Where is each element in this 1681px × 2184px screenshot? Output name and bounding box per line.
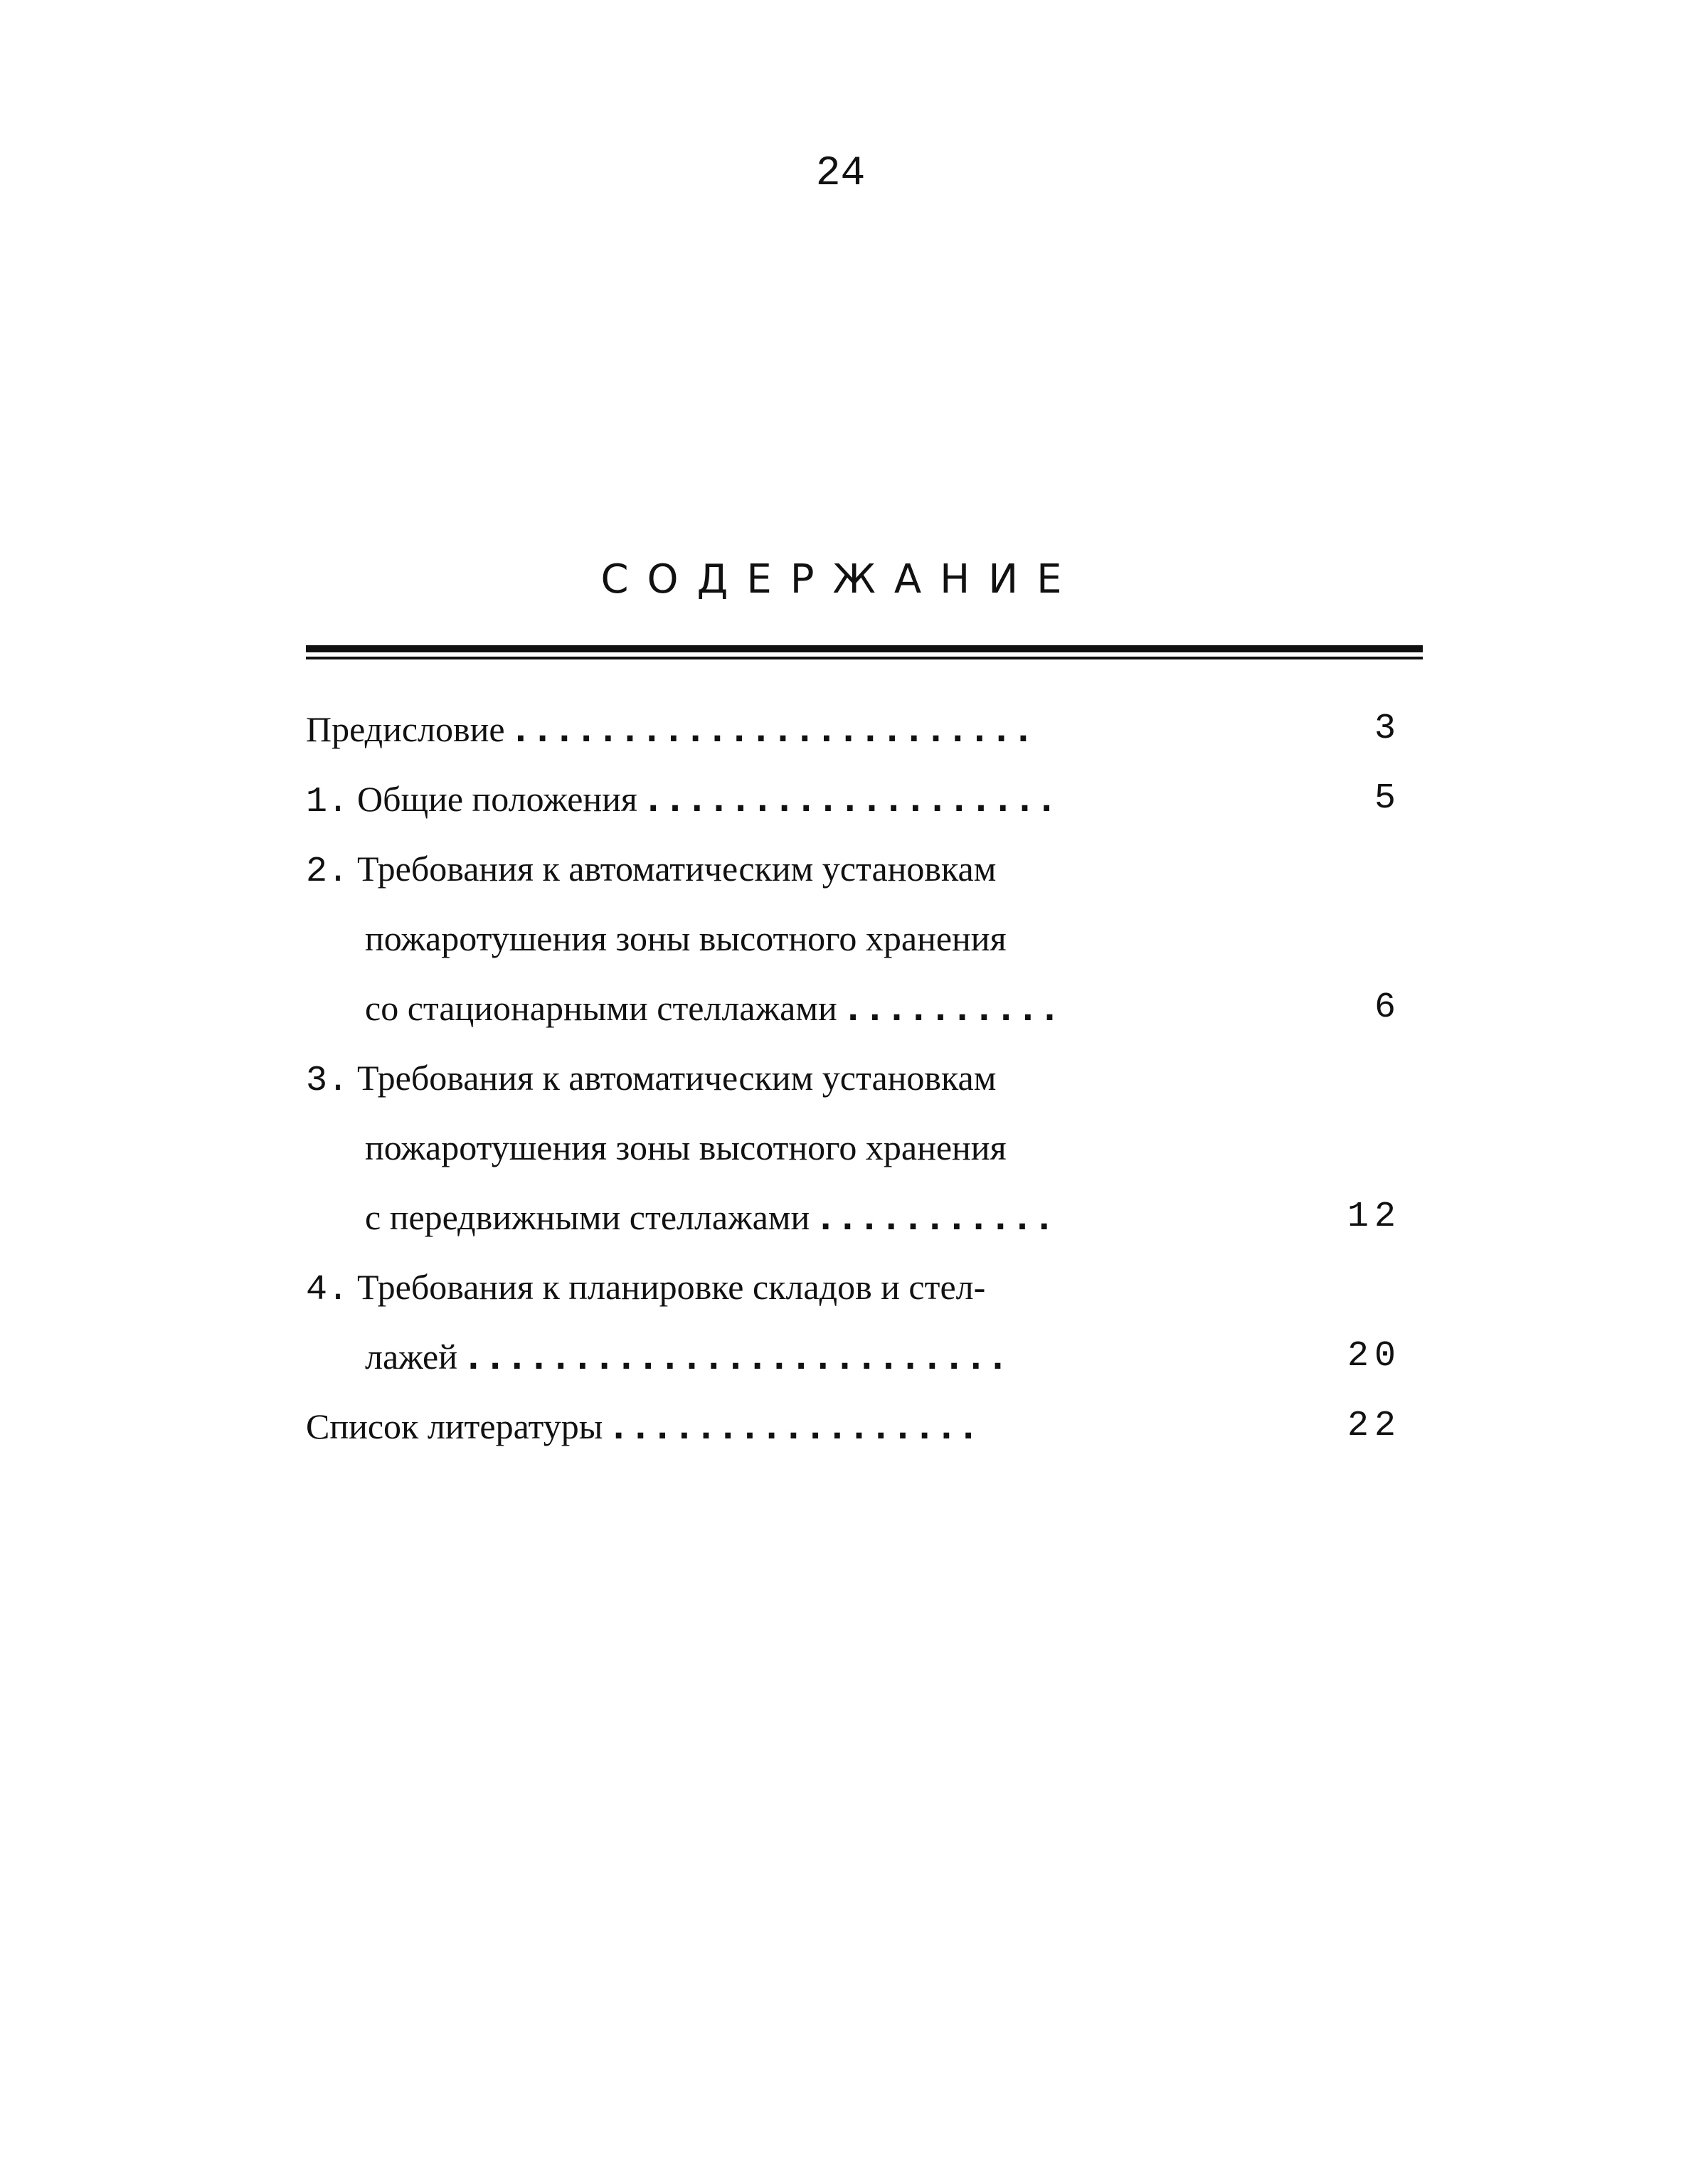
toc-entry-section-2-line-1[interactable] (306, 844, 1423, 913)
toc-entry-section-4-line-1[interactable] (306, 1262, 1423, 1332)
toc-leader-dots: ........... (820, 1201, 1061, 1237)
toc-entry-title: Список литературы (306, 1406, 603, 1446)
toc-leader-dots: ........................ (514, 713, 1039, 749)
contents-heading: СОДЕРЖАНИЕ (600, 556, 1081, 603)
toc-entry-title: лажей (365, 1337, 457, 1377)
toc-entry-title: со стационарными стеллажами (365, 988, 837, 1028)
toc-section-number: 3. (306, 1061, 349, 1101)
toc-entry-title: Требования к планировке складов и стел- (357, 1267, 986, 1307)
toc-leader-dots: ................. (613, 1410, 985, 1446)
toc-leader-dots: .......... (847, 992, 1066, 1028)
toc-entry-section-3-line-1[interactable] (306, 1053, 1423, 1123)
toc-entry-title: пожаротушения зоны высотного хранения (365, 1128, 1007, 1167)
table-of-contents (306, 704, 1423, 1471)
page-number: 24 (815, 151, 866, 197)
toc-entry-title: Общие положения (357, 779, 637, 819)
toc-entry-section-1[interactable] (306, 774, 1423, 844)
toc-page-number: 22 (1347, 1406, 1401, 1446)
toc-entry-title: Требования к автоматическим установкам (357, 849, 997, 889)
toc-entry-section-4-line-2[interactable] (306, 1332, 1423, 1401)
toc-page-number: 6 (1374, 987, 1401, 1028)
heading-rule-thin (306, 657, 1423, 659)
toc-page-number: 12 (1347, 1197, 1401, 1237)
toc-entry-title: пожаротушения зоны высотного хранения (365, 918, 1007, 958)
toc-page-number: 5 (1374, 778, 1401, 819)
toc-page-number: 20 (1347, 1336, 1401, 1377)
toc-entry-references[interactable] (306, 1401, 1423, 1471)
toc-entry-section-3-line-3[interactable] (306, 1192, 1423, 1262)
toc-entry-section-2-line-2[interactable] (306, 913, 1423, 983)
toc-entry-section-3-line-2[interactable] (306, 1123, 1423, 1192)
toc-section-number: 4. (306, 1270, 349, 1310)
heading-rule-thick (306, 645, 1423, 652)
toc-entry-section-2-line-3[interactable] (306, 983, 1423, 1053)
toc-entry-title: Предисловие (306, 709, 505, 749)
toc-entry-title: с передвижными стеллажами (365, 1197, 810, 1237)
toc-page-number: 3 (1374, 709, 1401, 749)
toc-section-number: 1. (306, 782, 349, 822)
toc-section-number: 2. (306, 852, 349, 892)
toc-entry-title: Требования к автоматическим установкам (357, 1058, 997, 1098)
toc-leader-dots: ................... (647, 783, 1063, 819)
toc-leader-dots: ......................... (467, 1340, 1014, 1377)
toc-entry-preface[interactable] (306, 704, 1423, 774)
